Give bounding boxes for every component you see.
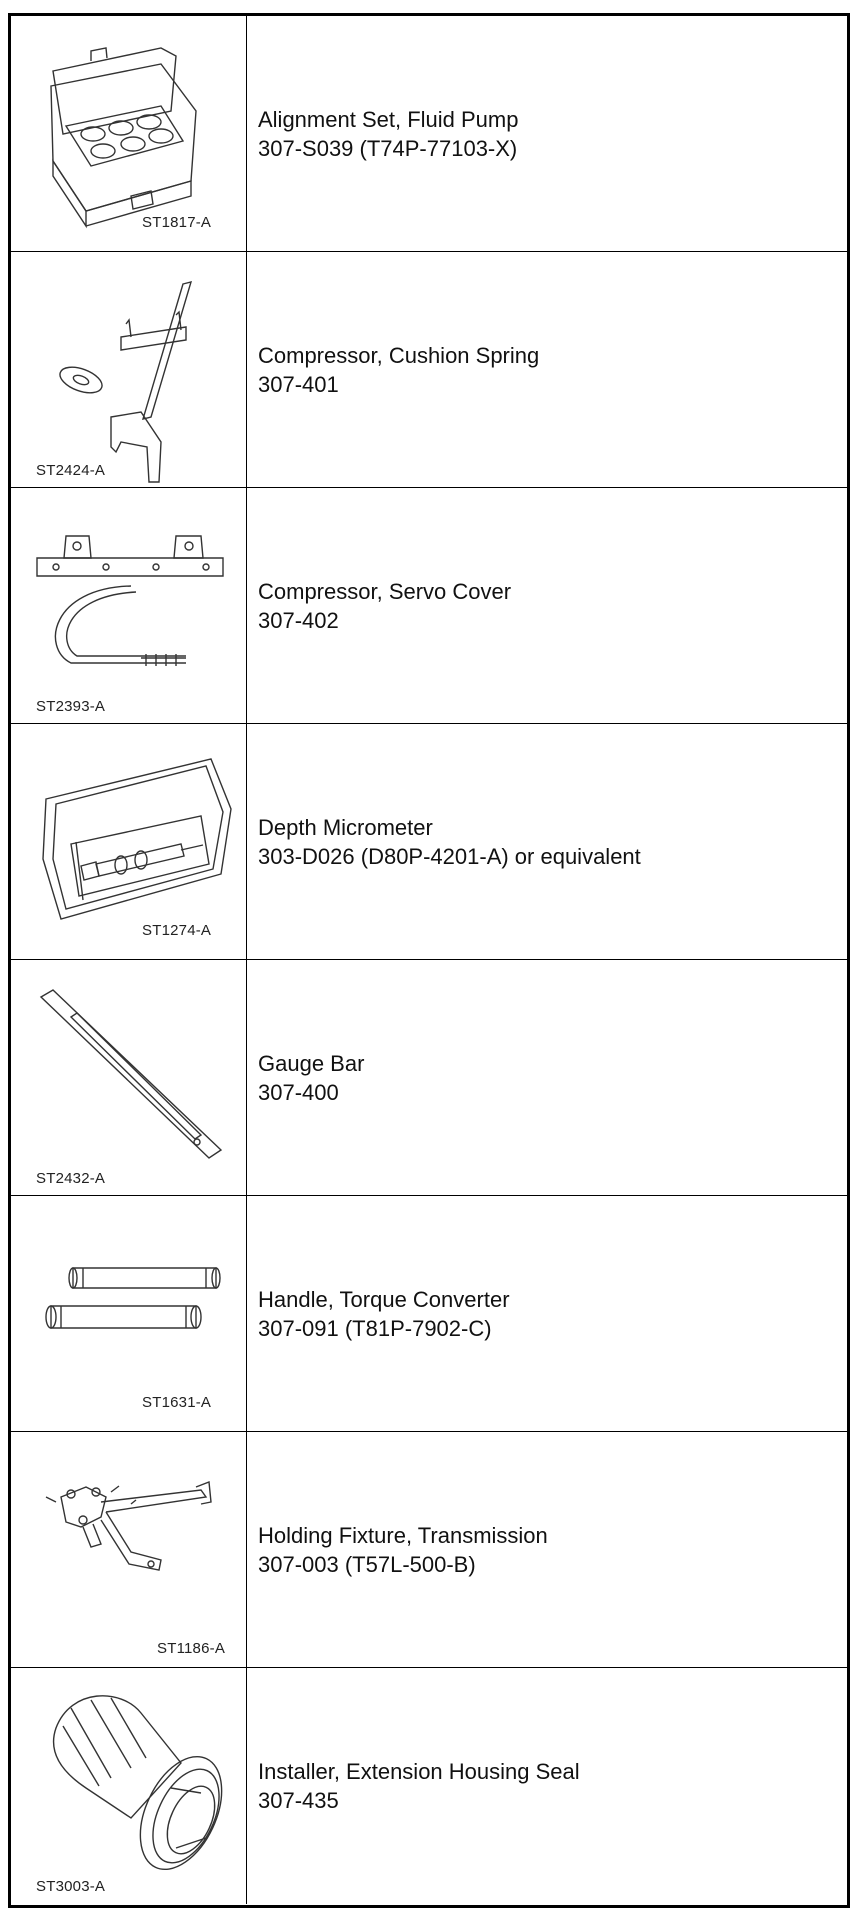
- figure-code: ST1631-A: [142, 1394, 212, 1411]
- tool-row: [11, 252, 847, 488]
- tool-name: Gauge Bar: [258, 1050, 365, 1076]
- gauge-bar-icon: [11, 960, 247, 1196]
- tool-illustration-cell: [11, 16, 247, 251]
- tool-description: [258, 724, 641, 959]
- tool-description: [258, 1432, 548, 1667]
- tool-row: [11, 724, 847, 960]
- tool-illustration-cell: [11, 960, 247, 1195]
- tool-row: [11, 16, 847, 252]
- figure-code: ST1817-A: [142, 214, 212, 231]
- tool-number: 307-402: [258, 607, 339, 633]
- tool-name: Alignment Set, Fluid Pump: [258, 106, 519, 132]
- tool-number: 307-435: [258, 1788, 339, 1813]
- tool-row: [11, 1432, 847, 1668]
- figure-code: ST1274-A: [142, 922, 212, 939]
- tool-description: [258, 16, 518, 251]
- figure-code: ST2424-A: [36, 462, 106, 479]
- tool-name: Depth Micrometer: [258, 814, 433, 840]
- tool-illustration-cell: [11, 488, 247, 723]
- tool-description: [258, 1196, 510, 1431]
- tool-description: [258, 960, 364, 1195]
- transmission-holding-fixture-icon: [11, 1432, 247, 1668]
- tool-illustration-cell: [11, 1668, 247, 1904]
- tool-illustration-cell: [11, 1196, 247, 1431]
- tool-number: 307-400: [258, 1079, 339, 1105]
- figure-code: ST2393-A: [36, 698, 106, 715]
- tool-description: [258, 488, 511, 723]
- tool-name: Installer, Extension Housing Seal: [258, 1759, 580, 1784]
- tool-number: 307-401: [258, 371, 339, 397]
- tool-name: Compressor, Servo Cover: [258, 578, 512, 604]
- tool-description: [258, 1668, 580, 1904]
- cushion-spring-compressor-icon: [11, 252, 247, 488]
- figure-code: ST1186-A: [157, 1640, 226, 1657]
- depth-micrometer-icon: [11, 724, 247, 960]
- figure-code: ST3003-A: [36, 1878, 106, 1895]
- tool-illustration-cell: [11, 724, 247, 959]
- tool-row: [11, 488, 847, 724]
- torque-converter-handle-icon: [11, 1196, 247, 1432]
- tool-illustration-cell: [11, 1432, 247, 1667]
- tool-illustration-cell: [11, 252, 247, 487]
- tool-row: [11, 1668, 847, 1904]
- tool-number: 303-D026 (D80P-4201-A) or equivalent: [258, 843, 641, 869]
- special-tools-table: [8, 13, 850, 1908]
- servo-cover-compressor-icon: [11, 488, 247, 724]
- tool-number: 307-S039 (T74P-77103-X): [258, 135, 518, 161]
- tool-name: Holding Fixture, Transmission: [258, 1522, 548, 1548]
- tool-name: Handle, Torque Converter: [258, 1286, 510, 1312]
- figure-code: ST2432-A: [36, 1170, 106, 1187]
- tool-row: [11, 960, 847, 1196]
- tool-number: 307-091 (T81P-7902-C): [258, 1315, 492, 1341]
- tool-name: Compressor, Cushion Spring: [258, 342, 540, 368]
- extension-housing-seal-installer-icon: [11, 1668, 247, 1904]
- tool-description: [258, 252, 539, 487]
- fluid-pump-alignment-set-icon: [11, 16, 247, 252]
- tool-row: [11, 1196, 847, 1432]
- tool-number: 307-003 (T57L-500-B): [258, 1551, 476, 1577]
